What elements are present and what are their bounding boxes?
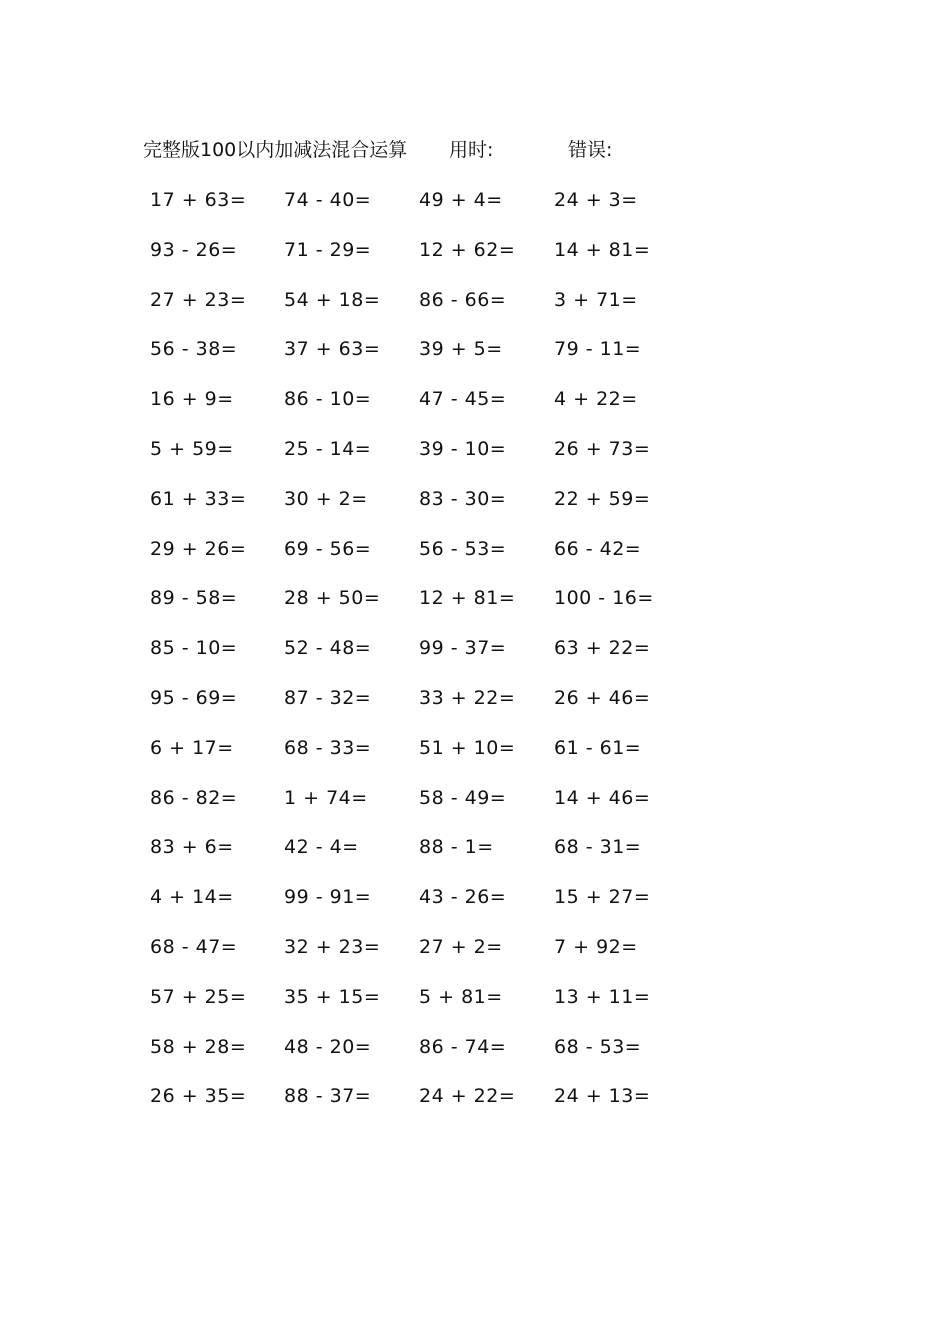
problem: 63 + 22= xyxy=(554,637,651,660)
problem: 83 + 6= xyxy=(150,836,234,859)
problem: 26 + 73= xyxy=(554,437,651,460)
worksheet-title: 完整版100以内加减法混合运算 xyxy=(143,139,408,161)
problem: 51 + 10= xyxy=(419,736,516,759)
problem: 16 + 9= xyxy=(150,388,234,411)
problem: 39 - 10= xyxy=(419,437,507,460)
problem: 86 - 66= xyxy=(419,288,507,311)
problem: 35 + 15= xyxy=(284,985,381,1008)
problem: 61 + 33= xyxy=(150,487,247,510)
problem: 14 + 46= xyxy=(554,786,651,809)
problem: 69 - 56= xyxy=(284,537,372,560)
problem: 99 - 37= xyxy=(419,637,507,660)
problem: 26 + 46= xyxy=(554,686,651,709)
problem: 24 + 22= xyxy=(419,1085,516,1108)
problem: 27 + 23= xyxy=(150,288,247,311)
problem: 89 - 58= xyxy=(150,587,238,610)
problem: 13 + 11= xyxy=(554,985,651,1008)
problem: 47 - 45= xyxy=(419,388,507,411)
problem: 39 + 5= xyxy=(419,338,503,361)
problem: 68 - 47= xyxy=(150,935,238,958)
problem: 22 + 59= xyxy=(554,487,651,510)
problem: 33 + 22= xyxy=(419,686,516,709)
problem: 88 - 1= xyxy=(419,836,494,859)
problem: 58 - 49= xyxy=(419,786,507,809)
problem: 95 - 69= xyxy=(150,686,238,709)
problem: 4 + 22= xyxy=(554,388,638,411)
problem: 17 + 63= xyxy=(150,189,247,211)
problem: 14 + 81= xyxy=(554,238,651,261)
problem: 26 + 35= xyxy=(150,1085,247,1108)
problem: 86 - 82= xyxy=(150,786,238,809)
problem: 88 - 37= xyxy=(284,1085,372,1108)
problem: 5 + 81= xyxy=(419,985,503,1008)
problem: 42 - 4= xyxy=(284,836,359,859)
problem: 57 + 25= xyxy=(150,985,247,1008)
problem: 99 - 91= xyxy=(284,886,372,909)
problem: 6 + 17= xyxy=(150,736,234,759)
problem: 15 + 27= xyxy=(554,886,651,909)
problem: 68 - 31= xyxy=(554,836,642,859)
problem: 100 - 16= xyxy=(554,587,654,610)
problem: 52 - 48= xyxy=(284,637,372,660)
problem: 83 - 30= xyxy=(419,487,507,510)
problem: 87 - 32= xyxy=(284,686,372,709)
problem: 93 - 26= xyxy=(150,238,238,261)
problem: 49 + 4= xyxy=(419,189,503,211)
problem: 32 + 23= xyxy=(284,935,381,958)
problem: 12 + 62= xyxy=(419,238,516,261)
problem: 3 + 71= xyxy=(554,288,638,311)
problem: 85 - 10= xyxy=(150,637,238,660)
problem: 56 - 38= xyxy=(150,338,238,361)
problem: 4 + 14= xyxy=(150,886,234,909)
problem: 29 + 26= xyxy=(150,537,247,560)
problem: 25 - 14= xyxy=(284,437,372,460)
problem: 12 + 81= xyxy=(419,587,516,610)
problem: 28 + 50= xyxy=(284,587,381,610)
problem: 61 - 61= xyxy=(554,736,642,759)
problem: 58 + 28= xyxy=(150,1035,247,1058)
problem: 86 - 74= xyxy=(419,1035,507,1058)
errors-label: 错误: xyxy=(568,139,613,161)
problem: 37 + 63= xyxy=(284,338,381,361)
problem: 30 + 2= xyxy=(284,487,368,510)
time-used-label: 用时: xyxy=(449,139,494,161)
problem: 56 - 53= xyxy=(419,537,507,560)
problem: 68 - 53= xyxy=(554,1035,642,1058)
problem: 54 + 18= xyxy=(284,288,381,311)
problem: 5 + 59= xyxy=(150,437,234,460)
problem: 24 + 3= xyxy=(554,189,638,211)
problem: 68 - 33= xyxy=(284,736,372,759)
problem: 74 - 40= xyxy=(284,189,372,211)
problem: 71 - 29= xyxy=(284,238,372,261)
problem: 7 + 92= xyxy=(554,935,638,958)
problem: 86 - 10= xyxy=(284,388,372,411)
problem: 48 - 20= xyxy=(284,1035,372,1058)
problem: 24 + 13= xyxy=(554,1085,651,1108)
problem: 43 - 26= xyxy=(419,886,507,909)
problem: 79 - 11= xyxy=(554,338,642,361)
problem: 1 + 74= xyxy=(284,786,368,809)
problem: 27 + 2= xyxy=(419,935,503,958)
problem: 66 - 42= xyxy=(554,537,642,560)
